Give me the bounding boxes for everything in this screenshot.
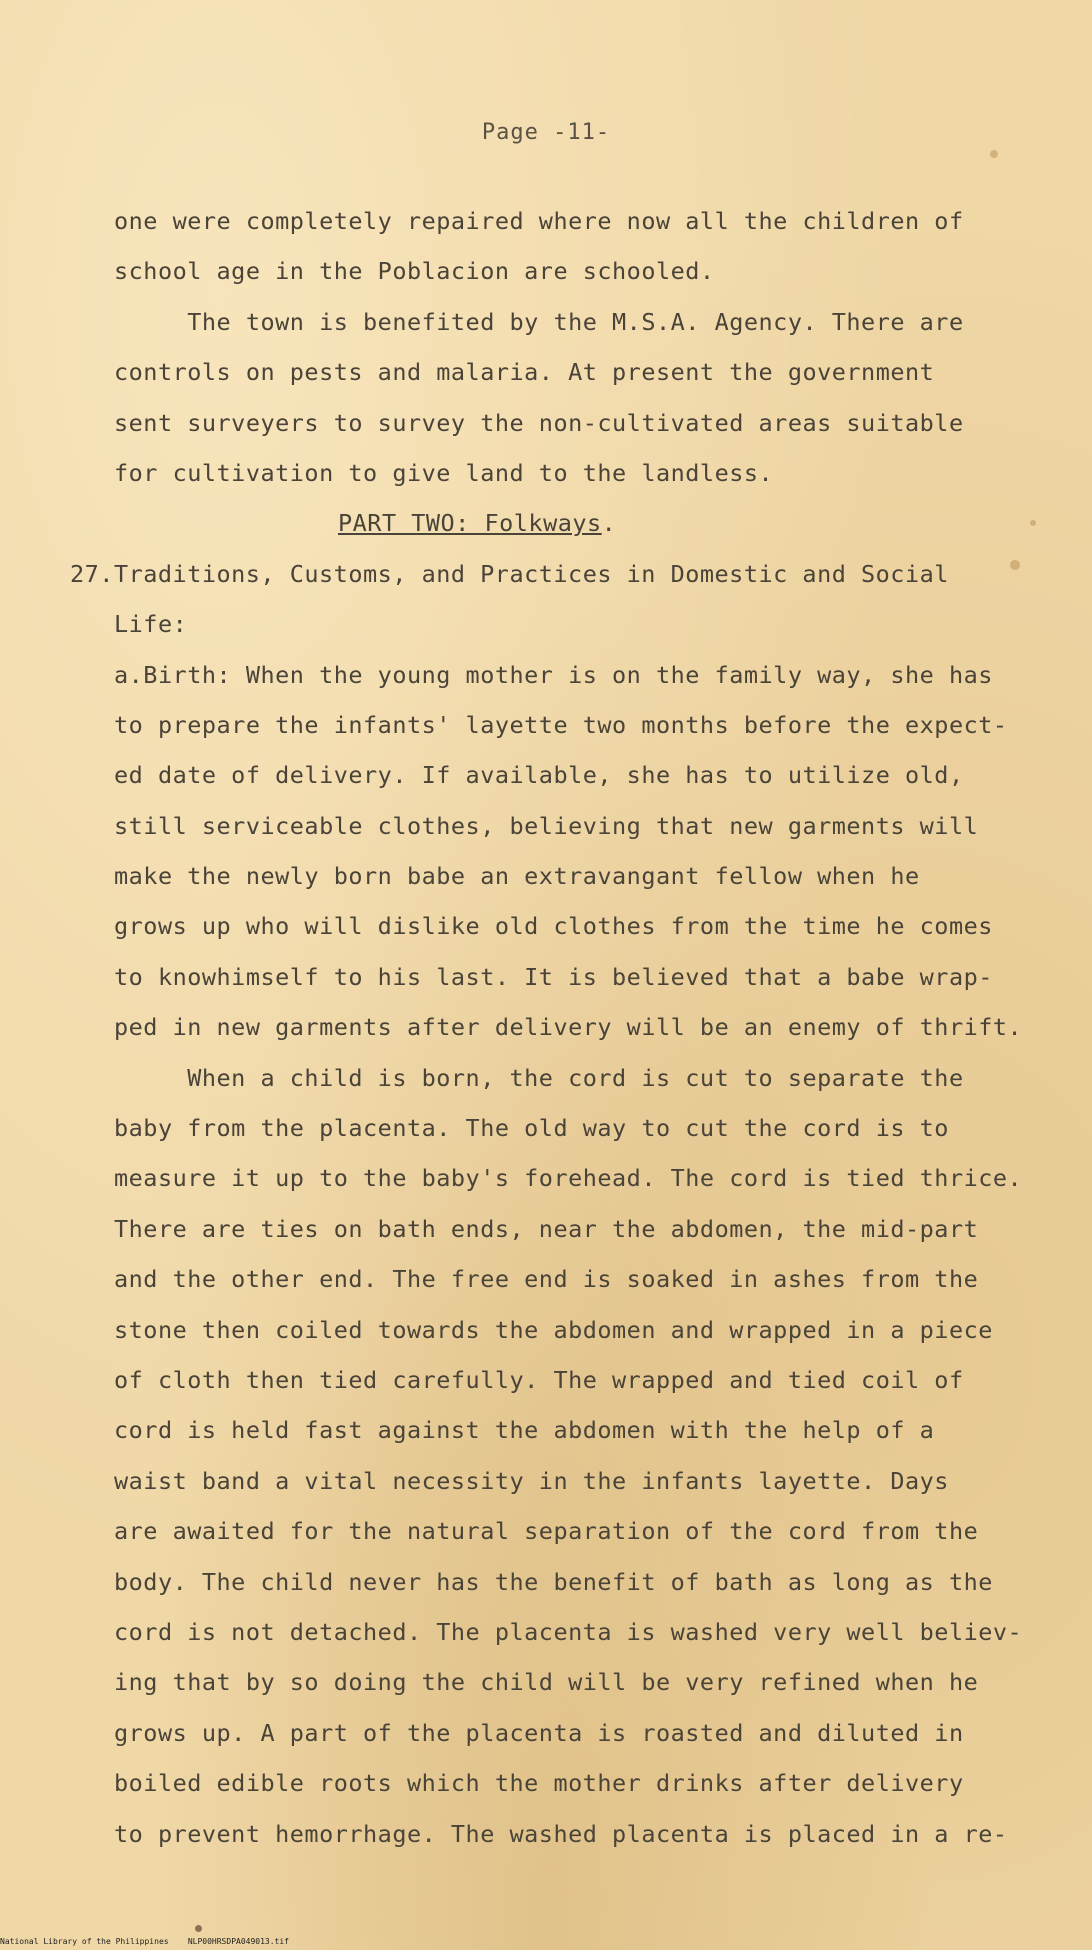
item-title-continued: Life: — [114, 610, 188, 639]
item-heading-continuation — [114, 599, 1064, 649]
text-line: The town is benefited by the M.S.A. Agency. There are — [114, 307, 964, 336]
text-line: and the other end. The free end is soaked in ashes from the — [114, 1265, 979, 1294]
text-line: body. The child never has the benefit of bath as long as the — [114, 1567, 993, 1596]
text-line: to prevent hemorrhage. The washed placenta is placed in a re- — [114, 1819, 1008, 1848]
text-line: boiled edible roots which the mother drinks after delivery — [114, 1769, 964, 1798]
text-line: waist band a vital necessity in the infants layette. Days — [114, 1466, 949, 1495]
text-line: one were completely repaired where now all the children of — [114, 207, 964, 235]
archive-footer: National Library of the Philippines NLP00HRSDPA049013.tif — [0, 1937, 289, 1946]
text-line: to prepare the infants' layette two months before the expect- — [114, 710, 1008, 739]
text-line: stone then coiled towards the abdomen and wrapped in a piece — [114, 1315, 993, 1344]
item-heading-line — [70, 549, 1064, 599]
paper-stain — [990, 150, 998, 158]
text-line: sent surveyers to survey the non-cultivated areas suitable — [114, 408, 964, 437]
paper-stain — [1030, 520, 1036, 526]
text-line: for cultivation to give land to the landless. — [114, 458, 774, 487]
text-line: controls on pests and malaria. At present the government — [114, 358, 935, 387]
item-title: Traditions, Customs, and Practices in Domestic and Social — [113, 559, 949, 588]
text-line: ing that by so doing the child will be very refined when he — [114, 1668, 979, 1697]
paper-stain — [1010, 560, 1020, 570]
section-title-suffix: . — [601, 509, 617, 538]
section-title: PART TWO: Folkways — [338, 509, 602, 538]
section-heading-line — [114, 498, 1064, 548]
text-line: still serviceable clothes, believing that new garments will — [114, 811, 979, 840]
page-label: Page -11- — [481, 120, 611, 145]
text-line: measure it up to the baby's forehead. The cord is tied thrice. — [114, 1164, 1023, 1193]
text-line: baby from the placenta. The old way to cut the cord is to — [114, 1114, 949, 1143]
text-line: school age in the Poblacion are schooled. — [114, 257, 715, 286]
text-line: When a child is born, the cord is cut to separate the — [114, 1063, 964, 1092]
text-line: make the newly born babe an extravangant fellow when he — [114, 862, 920, 891]
text-line: cord is not detached. The placenta is washed very well believ- — [114, 1617, 1023, 1646]
text-line: are awaited for the natural separation of the cord from the — [114, 1517, 979, 1546]
body-text — [70, 196, 1064, 1859]
text-line: to knowhimself to his last. It is believed that a babe wrap- — [114, 962, 993, 991]
text-line: grows up. A part of the placenta is roasted and diluted in — [114, 1718, 964, 1747]
text-line: of cloth then tied carefully. The wrapped and tied coil of — [114, 1365, 964, 1394]
text-line: ed date of delivery. If available, she has to utilize old, — [114, 761, 964, 790]
text-line: cord is held fast against the abdomen with the help of a — [114, 1416, 935, 1445]
text-line: grows up who will dislike old clothes from the time he comes — [114, 912, 993, 941]
paper-stain — [195, 1925, 202, 1932]
text-line: ped in new garments after delivery will be an enemy of thrift. — [114, 1013, 1023, 1042]
item-number: 27. — [70, 559, 114, 588]
page-number-header — [0, 120, 1092, 145]
text-line: There are ties on bath ends, near the abdomen, the mid-part — [114, 1214, 979, 1243]
text-line: a.Birth: When the young mother is on the family way, she has — [114, 660, 993, 689]
